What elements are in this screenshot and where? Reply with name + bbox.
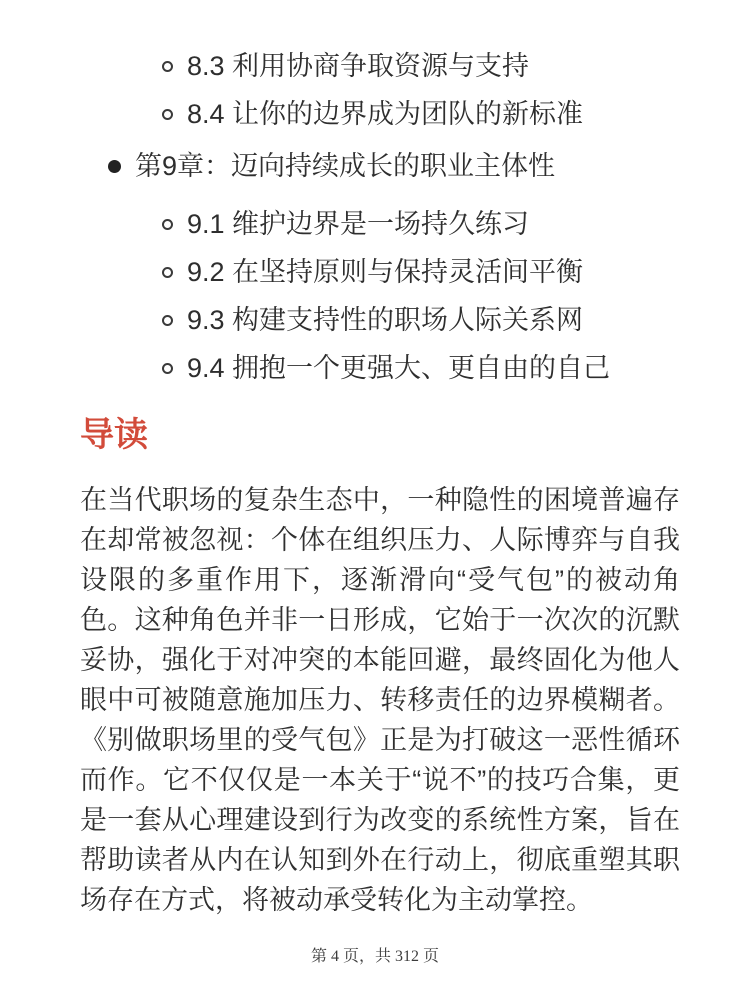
bullet-circle-icon [162, 315, 173, 326]
toc-item-label: 9.2 在坚持原则与保持灵活间平衡 [187, 257, 584, 287]
toc-item-label: 9.4 拥抱一个更强大、更自由的自己 [187, 353, 611, 383]
bullet-circle-icon [162, 267, 173, 278]
toc-item-8-3 [0, 48, 750, 84]
toc-item-label: 8.3 利用协商争取资源与支持 [187, 51, 530, 81]
toc-item-9-3 [0, 302, 750, 338]
toc-item-label: 8.4 让你的边界成为团队的新标准 [187, 99, 584, 129]
toc-item-9-2 [0, 254, 750, 290]
toc-item-chapter-9 [0, 148, 750, 184]
introduction-paragraph: 在当代职场的复杂生态中，一种隐性的困境普遍存在却常被忽视：个体在组织压力、人际博弈与自我设限的多重作用下，逐渐滑向“受气包”的被动角色。这种角色并非一日形成，它始于一次次的沉默妥协，强化于对冲突的本能回避，最终固化为他人眼中可被随意施加压力、转移责任的边界模糊者。《别做职场里的受气包》正是为打破这一恶性循环而作。它不仅仅是一本关于“说不”的技巧合集，更是一套从心理建设到行为改变的系统性方案，旨在帮助读者从内在认知到外在行动上，彻底重塑其职场存在方式，将被动承受转化为主动掌控。 [80, 485, 680, 915]
section-heading-daodu: 导读 [80, 416, 148, 454]
toc-item-label: 9.3 构建支持性的职场人际关系网 [187, 305, 584, 335]
bullet-circle-icon [162, 219, 173, 230]
toc-item-label: 第9章：迈向持续成长的职业主体性 [135, 151, 556, 181]
bullet-circle-icon [162, 363, 173, 374]
page-indicator: 第 4 页，共 312 页 [310, 948, 439, 965]
toc-item-label: 9.1 维护边界是一场持久练习 [187, 209, 530, 239]
toc-item-9-1 [0, 206, 750, 242]
table-of-contents [0, 48, 750, 386]
toc-item-9-4 [0, 350, 750, 386]
bullet-circle-icon [162, 109, 173, 120]
bullet-disc-icon [108, 160, 121, 173]
toc-item-8-4 [0, 96, 750, 132]
bullet-circle-icon [162, 61, 173, 72]
